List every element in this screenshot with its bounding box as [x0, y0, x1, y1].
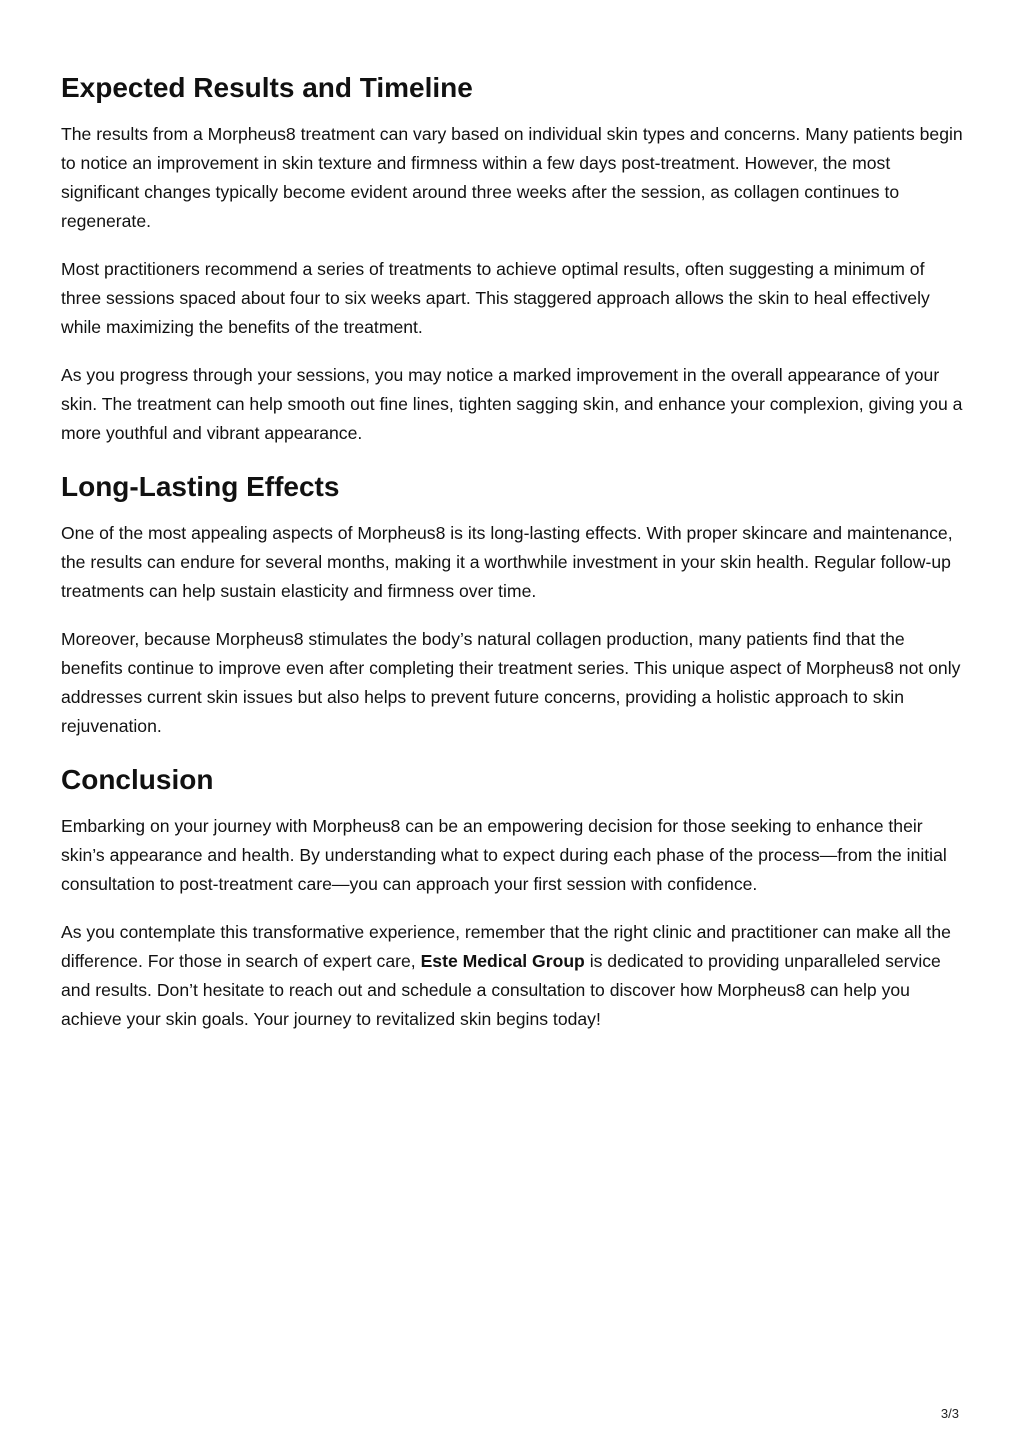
paragraph: Moreover, because Morpheus8 stimulates the body’s natural collagen production, many patients find that the benefits continue to improve even after completing their treatment series. This unique aspect of Morpheus8 not only addresses current skin issues but also helps to prevent future concerns, providing a holistic approach to skin rejuvenation.: [61, 629, 961, 736]
paragraph-text: As you contemplate this transformative experience, remember that the right clinic and practitioner can make all the difference. For those in search of expert care,: [61, 922, 951, 971]
page-number: 3/3: [940, 1406, 959, 1421]
section-heading: Expected Results and Timeline: [61, 72, 473, 103]
section-heading: Long-Lasting Effects: [61, 471, 340, 502]
section-conclusion: [61, 760, 967, 1034]
paragraph-final: [61, 918, 967, 1034]
clinic-name: Este Medical Group: [420, 951, 585, 971]
document-page: [61, 68, 967, 1053]
section-long-lasting-effects: [61, 467, 967, 741]
paragraph-text: is dedicated to providing unparalleled service and results. Don’t hesitate to reach out and schedule a consultation to discover how Morpheus8 can help you achieve your skin goals. Your journey to revitalized skin begins today!: [61, 951, 941, 1029]
paragraph: Embarking on your journey with Morpheus8 can be an empowering decision for those seeking to enhance their skin’s appearance and health. By understanding what to expect during each phase of the process—from the initial consultation to post-treatment care—you can approach your first session with confidence.: [61, 816, 947, 894]
section-expected-results: [61, 68, 967, 448]
section-heading: Conclusion: [61, 764, 214, 795]
paragraph: One of the most appealing aspects of Morpheus8 is its long-lasting effects. With proper skincare and maintenance, the results can endure for several months, making it a worthwhile investment in your skin health. Regular follow-up treatments can help sustain elasticity and firmness over time.: [61, 523, 953, 601]
paragraph: Most practitioners recommend a series of treatments to achieve optimal results, often suggesting a minimum of three sessions spaced about four to six weeks apart. This staggered approach allows the skin to heal effectively while maximizing the benefits of the treatment.: [61, 259, 930, 337]
paragraph: The results from a Morpheus8 treatment can vary based on individual skin types and concerns. Many patients begin to notice an improvement in skin texture and firmness within a few days post-treatment. However, the most significant changes typically become evident around three weeks after the session, as collagen continues to regenerate.: [61, 124, 963, 231]
paragraph: As you progress through your sessions, you may notice a marked improvement in the overall appearance of your skin. The treatment can help smooth out fine lines, tighten sagging skin, and enhance your complexion, giving you a more youthful and vibrant appearance.: [61, 365, 963, 443]
